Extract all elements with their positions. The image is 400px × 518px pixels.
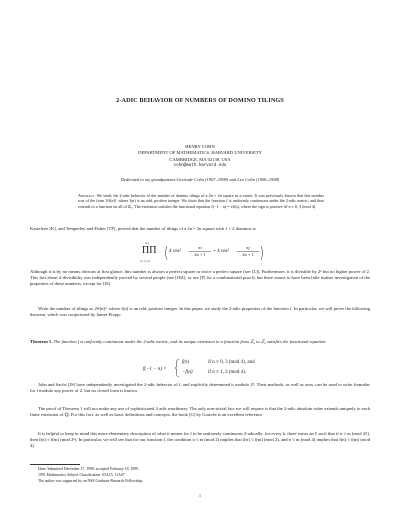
abstract bbox=[78, 193, 324, 209]
theorem-1 bbox=[30, 339, 370, 345]
case1-value: f(n) bbox=[182, 360, 190, 365]
cos-term-2: + 4 cos² bbox=[213, 249, 229, 254]
case2-condition: if n ≡ 1, 2 (mod 4). bbox=[208, 370, 247, 375]
body-paragraph-4: John and Sachs [JS] have independently investigated the 2-adic behavior of f, and explicitly determined it modulo 2⁵. Their methods, as well as ours, can be used to write formulas for f modulo any power of 2, but no closed form is known. bbox=[30, 382, 370, 394]
paper-title: 2-ADIC BEHAVIOR OF NUMBERS OF DOMINO TILINGS bbox=[116, 97, 284, 104]
author-name: HENRY COHN bbox=[185, 144, 215, 149]
intro-paragraph-1: Kasteleyn [K], and Temperley and Fisher [TF], proved that the number of tilings of a 2n × 2n square with 1 × 2 dominos is bbox=[30, 226, 256, 231]
case2-value: −f(n) bbox=[182, 370, 193, 375]
frac2-denominator: 2n + 1 bbox=[242, 252, 254, 257]
author-city: CAMBRIDGE, MA 02138, USA bbox=[169, 156, 231, 162]
product-lower-limits: i=1 j=1 bbox=[140, 259, 151, 263]
intro-paragraph-2: Although it is by no means obvious at first glance, this number is always a perfect square or twice a perfect square (see [L]). Furthermore, it is divisible by 2ⁿ but no higher power of 2. This fact about 2-divisibility was independently proved by several people (see [JSZ], or see [P] for a combinatorial proof), but there seems to have been little further investigation of the properties of these numbers, except for [JS]. bbox=[30, 269, 370, 287]
theorem-label: Theorem 1. bbox=[30, 339, 53, 344]
footnote-date-label: Date bbox=[38, 467, 46, 471]
abstract-text: We study the 2-adic behavior of the number of domino tilings of a 2n × 2n square as n varies. It was previously known that this number was of the form 2ⁿf(n)², where f(n) is an odd, positive integer. We show that the function f is uniformly continuous under the 2-adic metric, and thus extends to a function on all of ℤ₂. The extension satisfies the functional equation f(−1 − n) = ±f(n), where the sign is positive iff n ≡ 0, 3 (mod 4). bbox=[78, 193, 324, 209]
fe-lhs: f(−1 − n) = bbox=[143, 367, 167, 372]
product-upper-limits: n n bbox=[145, 241, 150, 245]
left-paren bbox=[164, 246, 168, 260]
dedication: Dedicated to my grandparents Gertrude Cohn (1907–1998) and Leo Cohn (1906–1998) bbox=[120, 177, 280, 182]
footnote-rule bbox=[30, 464, 80, 465]
author-block bbox=[0, 144, 400, 169]
footnote-support: The author was supported by an NSF Graduate Research Fellowship. bbox=[38, 479, 144, 483]
frac2-numerator: πj bbox=[246, 245, 250, 250]
footnote-date-text: : Submitted December 17, 1998; accepted February 18, 1999. bbox=[45, 467, 139, 471]
product-symbol: ΠΠ bbox=[142, 245, 157, 256]
frac1-numerator: πi bbox=[198, 245, 202, 250]
author-email[interactable]: cohn@math.harvard.edu bbox=[173, 163, 227, 168]
case1-condition: if n ≡ 0, 3 (mod 4), and bbox=[208, 360, 255, 365]
frac1-denominator: 2n + 1 bbox=[194, 252, 206, 257]
footnote-date bbox=[38, 467, 368, 472]
theorem-statement: The function f is uniformly continuous under the 2-adic metric, and its unique extension to a function from ℤ₂ to ℤ₂ satisfies the functional equation bbox=[53, 339, 326, 344]
author-department: DEPARTMENT OF MATHEMATICS, HARVARD UNIVERSITY bbox=[138, 150, 262, 156]
intro-paragraph-3: Write the number of tilings as 2ⁿf(n)², where f(n) is an odd, positive integer. In this paper, we study the 2-adic properties of the function f. In particular, we will prove the following theorem, which was conjectured by James Propp: bbox=[30, 306, 370, 318]
footnote-msc: 1991 Mathematics Subject Classification. 05A15, 11A07. bbox=[38, 473, 126, 477]
right-paren bbox=[260, 246, 264, 260]
body-paragraph-5: The proof of Theorem 1 will not make any use of sophisticated 2-adic machinery. The only non-trivial fact we will require is that the 2-adic absolute value extends uniquely to each finite extension of ℚ. For this fact, as well as basic definitions and concepts, the book [G] by Gouvêa is an excellent reference. bbox=[30, 406, 370, 418]
page-number: 1 bbox=[198, 493, 202, 498]
abstract-lead: Abstract. bbox=[78, 193, 96, 198]
cos-term-1: 4 cos² bbox=[169, 249, 181, 254]
body-paragraph-6: It is helpful to keep in mind this more elementary description of what it means for f to be uniformly continuous 2-adically: for every k, there exists an ℓ such that if n ≡ m (mod 2ℓ), then f(n) ≡ f(m) (mod 2ᵏ). In particular, we will see that for our function f, the condition n ≡ m (mod 2) implies that f(n) ≡ f(m) (mod 2), and n ≡ m (mod 4) implies that f(n) ≡ f(m) (mod 4). bbox=[30, 431, 370, 449]
cases-brace bbox=[175, 359, 180, 377]
